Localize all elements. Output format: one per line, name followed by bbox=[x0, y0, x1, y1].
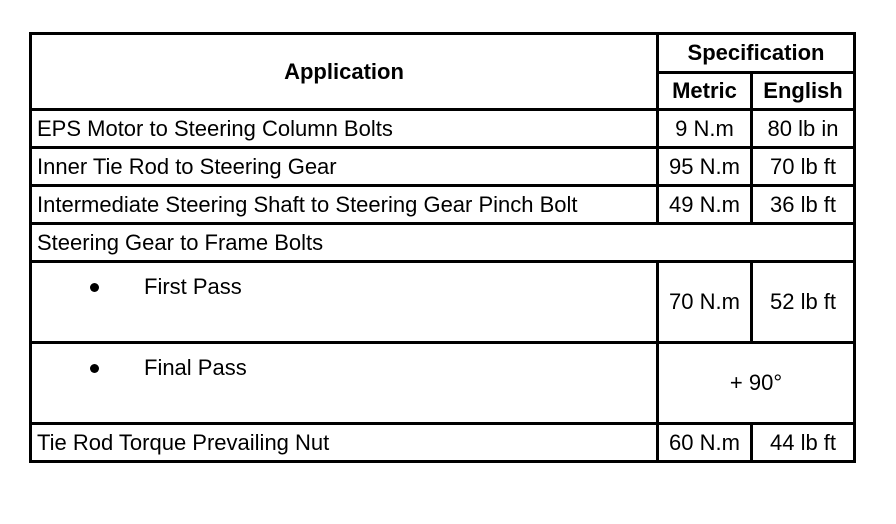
table-row bbox=[31, 148, 855, 186]
specification-header: Specification bbox=[658, 34, 855, 73]
first-pass-english-cell: 52 lb ft bbox=[752, 262, 855, 343]
first-pass-row bbox=[31, 262, 855, 343]
first-pass-application-cell bbox=[31, 262, 658, 343]
metric-cell: 60 N.m bbox=[658, 424, 752, 462]
english-cell: 70 lb ft bbox=[752, 148, 855, 186]
group-title-cell: Steering Gear to Frame Bolts bbox=[31, 224, 855, 262]
final-pass-value-cell: + 90° bbox=[658, 343, 855, 424]
group-title-row bbox=[31, 224, 855, 262]
table-row bbox=[31, 110, 855, 148]
application-cell: EPS Motor to Steering Column Bolts bbox=[31, 110, 658, 148]
final-pass-application-cell bbox=[31, 343, 658, 424]
metric-header: Metric bbox=[658, 73, 752, 110]
torque-specification-table bbox=[29, 32, 856, 463]
bullet-icon bbox=[90, 283, 99, 292]
english-header: English bbox=[752, 73, 855, 110]
english-cell: 44 lb ft bbox=[752, 424, 855, 462]
application-header: Application bbox=[31, 34, 658, 110]
bullet-icon bbox=[90, 364, 99, 373]
final-pass-label: Final Pass bbox=[144, 355, 247, 380]
english-cell: 80 lb in bbox=[752, 110, 855, 148]
table-row bbox=[31, 186, 855, 224]
metric-cell: 95 N.m bbox=[658, 148, 752, 186]
application-cell: Tie Rod Torque Prevailing Nut bbox=[31, 424, 658, 462]
final-pass-row bbox=[31, 343, 855, 424]
application-cell: Intermediate Steering Shaft to Steering Gear Pinch Bolt bbox=[31, 186, 658, 224]
table-row bbox=[31, 424, 855, 462]
first-pass-metric-cell: 70 N.m bbox=[658, 262, 752, 343]
metric-cell: 49 N.m bbox=[658, 186, 752, 224]
english-cell: 36 lb ft bbox=[752, 186, 855, 224]
header-row bbox=[31, 34, 855, 73]
first-pass-label: First Pass bbox=[144, 274, 242, 299]
metric-cell: 9 N.m bbox=[658, 110, 752, 148]
application-cell: Inner Tie Rod to Steering Gear bbox=[31, 148, 658, 186]
